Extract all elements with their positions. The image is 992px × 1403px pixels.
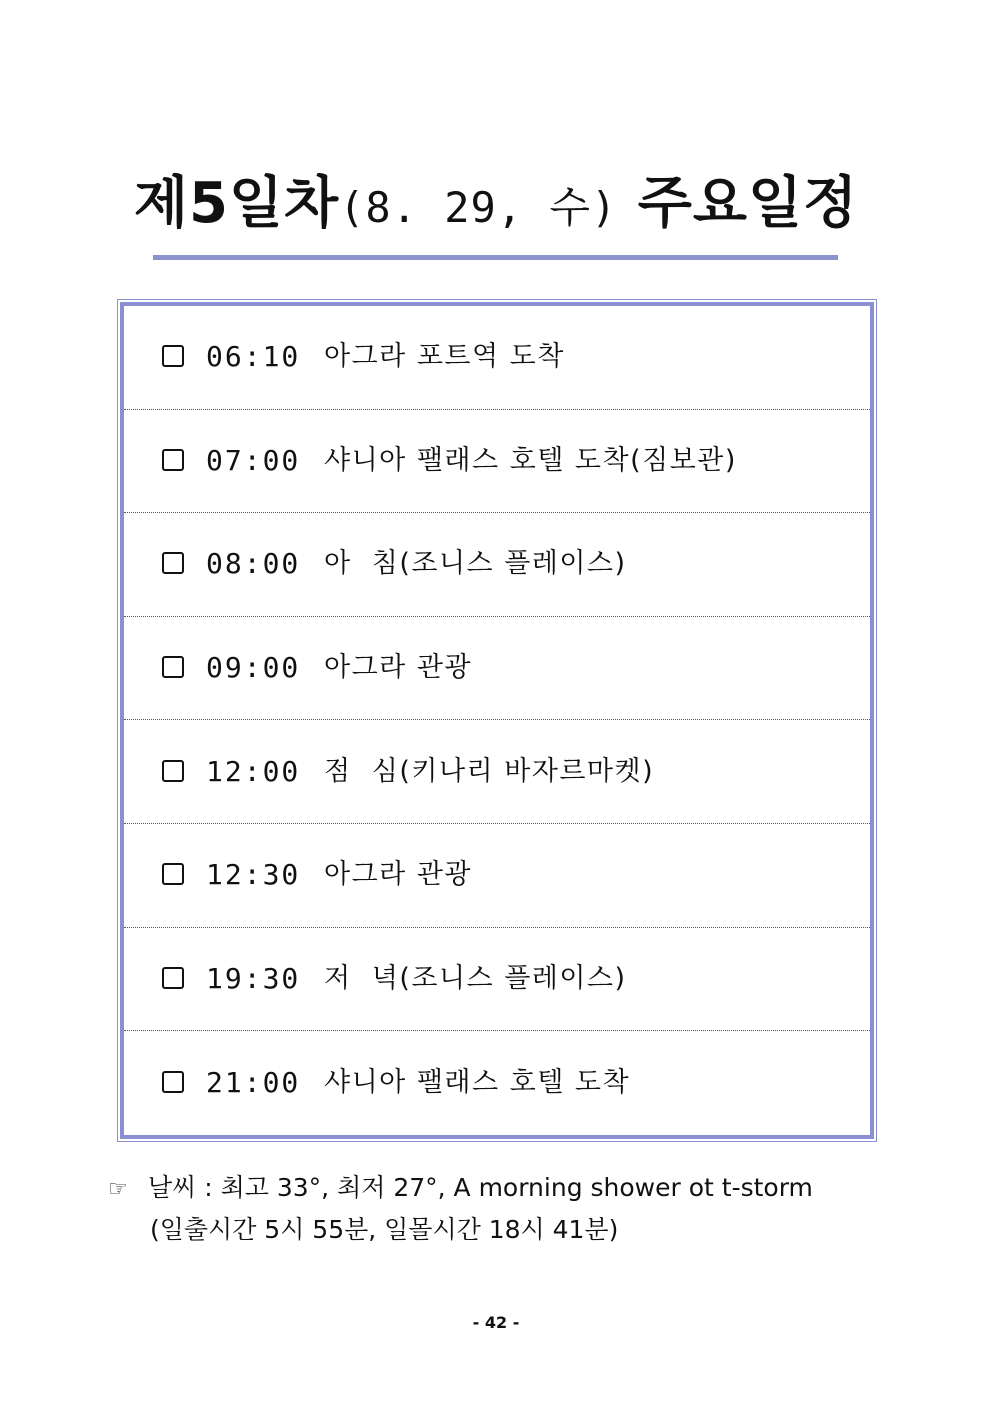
schedule-row xyxy=(124,928,870,1032)
checkbox-icon xyxy=(162,552,184,574)
page-title-date: (8. 29, 수) xyxy=(339,183,618,232)
schedule-activity: 아그라 관광 xyxy=(324,859,472,891)
page-number: - 42 - xyxy=(472,1313,520,1332)
weather-note: 날씨 : 최고 33°, 최저 27°, A morning shower ot t-storm xyxy=(148,1173,813,1202)
page-title-suffix: 주요일정 xyxy=(617,171,859,236)
schedule-row xyxy=(124,410,870,514)
checkbox-icon xyxy=(162,449,184,471)
schedule-time: 21:00 xyxy=(206,1065,301,1099)
schedule-time: 12:00 xyxy=(206,754,301,788)
checkbox-icon xyxy=(162,345,184,367)
schedule-activity: 샤니아 팰래스 호텔 도착(짐보관) xyxy=(324,444,737,476)
checkbox-icon xyxy=(162,863,184,885)
schedule-time: 08:00 xyxy=(206,547,301,581)
schedule-row xyxy=(124,306,870,410)
sun-times-note: (일출시간 5시 55분, 일몰시간 18시 41분) xyxy=(150,1215,619,1244)
schedule-time: 06:10 xyxy=(206,340,301,374)
pointing-hand-icon: ☞ xyxy=(108,1177,128,1202)
page-title xyxy=(0,168,992,244)
schedule-activity: 아그라 관광 xyxy=(324,652,472,684)
schedule-time: 12:30 xyxy=(206,858,301,892)
checkbox-icon xyxy=(162,760,184,782)
title-underline xyxy=(153,255,838,260)
checkbox-icon xyxy=(162,656,184,678)
schedule-time: 19:30 xyxy=(206,961,301,995)
checkbox-icon xyxy=(162,967,184,989)
schedule-activity: 아 침(조니스 플레이스) xyxy=(324,548,627,580)
schedule-row xyxy=(124,720,870,824)
schedule-time: 07:00 xyxy=(206,443,301,477)
schedule-row xyxy=(124,1031,870,1135)
schedule-box xyxy=(120,302,874,1139)
schedule-row xyxy=(124,513,870,617)
schedule-activity: 아그라 포트역 도착 xyxy=(324,341,565,373)
checkbox-icon xyxy=(162,1071,184,1093)
schedule-row xyxy=(124,617,870,721)
schedule-activity: 점 심(키나리 바자르마켓) xyxy=(324,755,655,787)
schedule-time: 09:00 xyxy=(206,651,301,685)
schedule-activity: 샤니아 팰래스 호텔 도착 xyxy=(324,1066,631,1098)
schedule-row xyxy=(124,824,870,928)
schedule-activity: 저 녁(조니스 플레이스) xyxy=(324,962,627,994)
page-title-main: 제5일차 xyxy=(133,171,340,236)
